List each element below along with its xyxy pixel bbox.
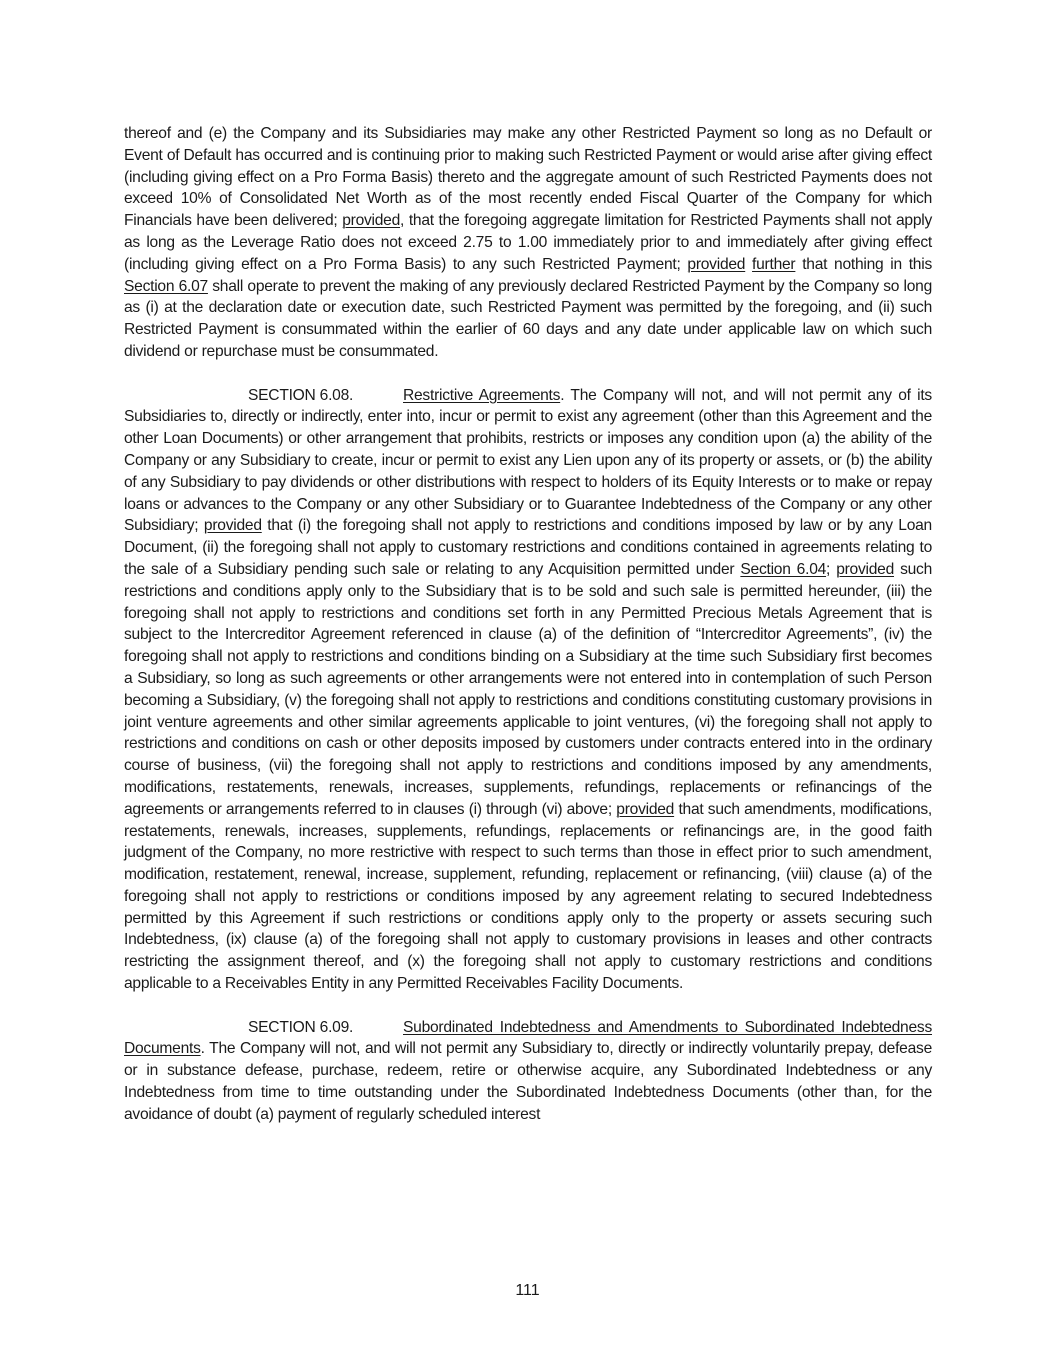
section-6-09-paragraph xyxy=(124,1017,932,1126)
section-6-08-paragraph xyxy=(124,385,932,995)
paragraph1-text-4: shall operate to prevent the making of any previously declared Restricted Payment by the Company so long as (i) at the declaration date or execution date, such Restricted Payment was permitted by the foregoing, and (ii) such Restricted Payment is consummated within the earlier of 60 days and any date under applicable law on which such dividend or repurchase must be consummated. xyxy=(124,277,932,360)
provided-term: provided xyxy=(836,560,895,578)
section-6-08-text-4: such restrictions and conditions apply only to the Subsidiary that is to be sold and such sale is permitted hereunder, (iii) the foregoing shall not apply to restrictions and conditions set forth in any Permitted Precious Metals Agreement that is subject to the Intercreditor Agreement referenced in clause (a) of the definition of “Intercreditor Agreements”, (iv) the foregoing shall not apply to restrictions and conditions binding on a Subsidiary at the time such Subsidiary first becomes a Subsidiary, so long as such agreements or other arrangements were not entered into in contemplation of such Person becoming a Subsidiary, (v) the foregoing shall not apply to restrictions and conditions constituting customary provisions in joint venture agreements and other similar agreements applicable to joint ventures, (vi) the foregoing shall not apply to restrictions and conditions on cash or other deposits imposed by customers under contracts entered into in the ordinary course of business, (vii) the foregoing shall not apply to restrictions and conditions imposed by any amendments, modifications, restatements, renewals, increases, supplements, refundings, replacements or refinancings of the agreements or arrangements referred to in clauses (i) through (vi) above; xyxy=(124,560,933,818)
provided-term: provided xyxy=(616,800,675,818)
section-6-09-number: SECTION 6.09. xyxy=(248,1018,354,1036)
paragraph-restricted-payments xyxy=(124,123,932,363)
section-6-08-text-3: ; xyxy=(826,560,837,578)
page-number: 111 xyxy=(515,1282,540,1299)
section-6-09-heading: Subordinated Indebtedness and Amendments to Subordinated Indebtedness Documents xyxy=(124,1018,932,1058)
paragraph1-text-3: that nothing in this xyxy=(795,255,932,273)
section-6-08-text-2: that (i) the foregoing shall not apply to restrictions and conditions imposed by law or by any Loan Document, (ii) the foregoing shall not apply to customary restrictions and conditions contained in agreements relating to the sale of a Subsidiary pending such sale or relating to any Acquisition permitted under xyxy=(124,517,932,578)
further-term: further xyxy=(752,255,796,273)
section-6-08-text-5: that such amendments, modifications, restatements, renewals, increases, supplements, refundings, replacements or refinancings are, in the good faith judgment of the Company, no more restrictive with respect to such terms than those in effect prior to such amendment, modification, restatement, renewal, increase, supplement, refunding, replacement or refinancing, (viii) clause (a) of the foregoing shall not apply to restrictions or conditions imposed by any agreement relating to secured Indebtedness permitted by this Agreement if such restrictions or conditions apply only to the property or assets securing such Indebtedness, (ix) clause (a) of the foregoing shall not apply to customary provisions in leases and other contracts restricting the assignment thereof, and (x) the foregoing shall not apply to customary restrictions and conditions applicable to a Receivables Entity in any Permitted Receivables Facility Documents. xyxy=(124,800,932,993)
provided-term: provided xyxy=(342,212,401,230)
document-page xyxy=(124,123,932,1126)
section-6-08-number: SECTION 6.08. xyxy=(248,386,354,404)
section-6-04-reference: Section 6.04 xyxy=(740,560,827,578)
section-6-08-heading: Restrictive Agreements xyxy=(403,386,561,404)
section-6-07-reference: Section 6.07 xyxy=(124,277,208,295)
section-6-09-text-1: . The Company will not, and will not permit any Subsidiary to, directly or indirectly voluntarily prepay, defease or in substance defease, purchase, redeem, retire or otherwise acquire, any Subordinated Indebtedness or any Indebtedness from time to time outstanding under the Subordinated Indebtedness Documents (other than, for the avoidance of doubt (a) payment of regularly scheduled interest xyxy=(124,1040,932,1123)
paragraph1-text-2: , that the foregoing aggregate limitation for Restricted Payments shall not apply as long as the Leverage Ratio does not exceed 2.75 to 1.00 immediately prior to and immediately after giving effect (including giving effect on a Pro Forma Basis) to any such Restricted Payment; xyxy=(124,212,933,273)
provided-term: provided xyxy=(203,517,262,535)
provided-term: provided xyxy=(687,255,746,273)
section-6-08-text-1: . The Company will not, and will not permit any of its Subsidiaries to, directly or indirectly, enter into, incur or permit to exist any agreement (other than this Agreement and the other Loan Documents) or other arrangement that prohibits, restricts or imposes any condition upon (a) the ability of the Company or any Subsidiary to create, incur or permit to exist any Lien upon any of its property or assets, or (b) the ability of any Subsidiary to pay dividends or other distributions with respect to holders of its Equity Interests or to make or repay loans or advances to the Company or any other Subsidiary or to Guarantee Indebtedness of the Company or any other Subsidiary; xyxy=(124,386,932,535)
paragraph1-text-1: thereof and (e) the Company and its Subsidiaries may make any other Restricted Payment so long as no Default or Event of Default has occurred and is continuing prior to making such Restricted Payment or would arise after giving effect (including giving effect on a Pro Forma Basis) thereto and the aggregate amount of such Restricted Payments does not exceed 10% of Consolidated Net Worth as of the most recently ended Fiscal Quarter of the Company for which Financials have been delivered; xyxy=(124,125,932,230)
